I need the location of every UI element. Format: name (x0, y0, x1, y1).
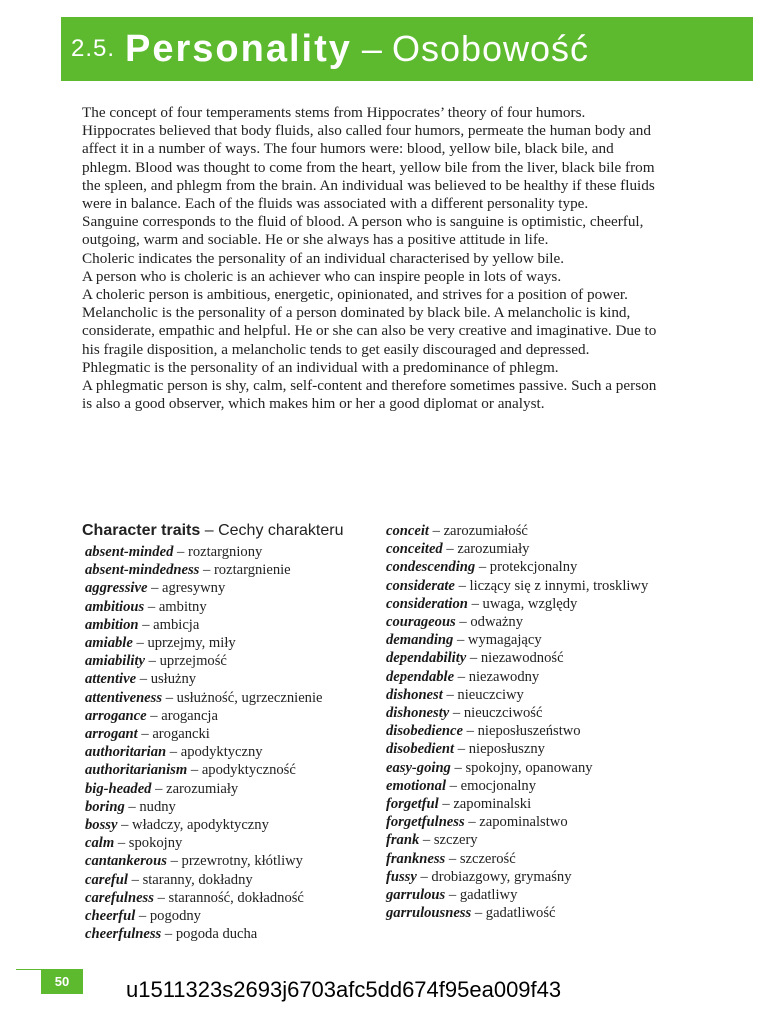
vocab-entry (82, 616, 377, 634)
vocab-translation: arogancki (152, 726, 210, 743)
vocab-dash: – (150, 707, 158, 724)
vocab-dash: – (164, 926, 173, 943)
vocab-term: considerate (386, 577, 455, 594)
vocab-term: forgetfulness (386, 814, 465, 831)
vocab-term: cheerful (85, 908, 136, 925)
vocab-dash: – (448, 887, 457, 904)
vocab-translation: zapominalski (453, 796, 532, 813)
vocab-dash: – (469, 650, 478, 667)
vocab-term: courageous (386, 614, 456, 631)
vocab-translation: uprzejmość (159, 653, 227, 670)
vocab-entry (386, 759, 661, 777)
vocab-entry (386, 631, 661, 649)
vocab-translation: gadatliwy (459, 887, 518, 904)
vocab-dash: – (458, 577, 466, 594)
vocab-term: authoritarian (85, 744, 167, 761)
vocab-translation: przewrotny, kłótliwy (181, 853, 303, 870)
intro-text (82, 104, 662, 413)
vocab-title (82, 520, 377, 542)
vocab-term: garrulousness (386, 905, 472, 922)
vocab-translation: staranny, dokładny (142, 871, 253, 888)
vocab-entry (386, 522, 661, 540)
vocab-entry (82, 598, 377, 616)
vocab-term: frank (386, 832, 420, 849)
vocab-dash: – (155, 780, 163, 797)
vocab-translation: spokojny, opanowany (465, 759, 593, 776)
vocab-translation: szczerość (459, 850, 516, 867)
vocab-dash: – (471, 595, 479, 612)
vocab-entry (82, 670, 377, 688)
vocab-translation: agresywny (162, 580, 226, 597)
vocab-entry (82, 652, 377, 670)
intro-paragraph: Phlegmatic is the personality of an individual with a predominance of phlegm. (82, 358, 559, 376)
vocab-dash: – (452, 705, 461, 722)
vocab-term: dishonesty (386, 705, 450, 722)
vocab-translation: roztargnienie (213, 562, 291, 579)
vocab-entry (82, 889, 377, 907)
vocab-entry (386, 831, 661, 849)
vocab-term: attentiveness (85, 689, 163, 706)
vocab-translation: zarozumiałość (443, 523, 528, 539)
vocab-translation: usłużny (150, 671, 197, 688)
vocab-entry (82, 561, 377, 579)
vocab-dash: – (117, 835, 126, 852)
vocab-dash: – (478, 559, 487, 576)
section-header (61, 17, 753, 81)
vocab-dash: – (457, 741, 466, 758)
vocab-term: condescending (386, 559, 476, 576)
vocab-translation: zarozumiały (166, 780, 239, 797)
vocab-dash: – (170, 853, 178, 870)
vocab-translation: protekcjonalny (489, 559, 578, 576)
vocab-dash: – (442, 796, 450, 813)
vocab-translation: szczery (433, 832, 478, 849)
vocab-dash: – (202, 562, 211, 579)
vocab-dash: – (139, 671, 148, 688)
vocab-term: conceit (386, 523, 429, 539)
vocab-translation: liczący się z innymi, troskliwy (469, 577, 649, 594)
vocab-term: boring (85, 798, 125, 815)
vocab-term: absent-minded (85, 544, 174, 560)
vocab-term: arrogance (85, 707, 147, 724)
vocab-entry (82, 798, 377, 816)
vocab-translation: zapominalstwo (479, 814, 568, 831)
vocab-entry (82, 834, 377, 852)
section-number: 2.5. (71, 35, 116, 62)
vocab-entry (386, 777, 661, 795)
vocab-translation: uwaga, względy (482, 595, 578, 612)
vocab-translation: nieuczciwość (463, 705, 543, 722)
vocab-entry (386, 795, 661, 813)
intro-paragraph: A person who is choleric is an achiever who can inspire people in lots of ways. (82, 267, 562, 285)
vocab-dash: – (142, 616, 150, 633)
vocab-dash: – (459, 614, 467, 631)
vocab-dash: – (457, 668, 466, 685)
vocab-dash: – (169, 744, 178, 761)
vocab-term: big-headed (85, 780, 152, 797)
vocab-entry (386, 577, 661, 595)
vocab-entry (82, 689, 377, 707)
vocab-entry (82, 852, 377, 870)
vocab-translation: ambitny (158, 598, 207, 615)
vocab-term: dependable (386, 668, 455, 685)
title-separator: – (361, 28, 382, 69)
vocab-column-right (386, 522, 661, 922)
vocab-dash: – (474, 905, 483, 922)
vocab-entry (386, 722, 661, 740)
vocab-translation: apodyktyczność (201, 762, 296, 779)
vocab-translation: nieposłuszeństwo (477, 723, 581, 740)
section-title-en: Personality (125, 27, 352, 70)
vocab-entry (386, 740, 661, 758)
vocab-term: bossy (85, 817, 118, 834)
vocab-translation: niezawodny (468, 668, 540, 685)
vocab-dash: – (456, 632, 465, 649)
vocab-term: careful (85, 871, 128, 888)
vocab-translation: zarozumiały (457, 541, 530, 558)
vocab-title-pl: Cechy charakteru (218, 522, 344, 539)
vocab-dash: – (449, 777, 457, 794)
vocab-translation: gadatliwość (485, 905, 556, 922)
vocab-term: arrogant (85, 726, 138, 743)
vocab-dash: – (165, 689, 173, 706)
vocab-term: absent-mindedness (85, 562, 200, 579)
intro-paragraph: The concept of four temperaments stems from Hippocrates’ theory of four humors. Hippocrates believed that body fluids, also called four humors, permeate the human body and affect it in a number of ways. The four humors were: blood, yellow bile, black bile, and phlegm. Blood was thought to come from the heart, yellow bile from the liver, black bile from the spleen, and phlegm from the brain. An individual was believed to be healthy if these fluids were in balance. Each of the fluids was associated with a different personality type. (82, 104, 655, 213)
page-number: 50 (41, 970, 83, 994)
vocab-entry (82, 725, 377, 743)
vocab-term: disobedience (386, 723, 464, 740)
vocab-entry (82, 579, 377, 597)
vocab-translation: apodyktyczny (180, 744, 263, 761)
vocab-term: cantankerous (85, 853, 167, 870)
intro-paragraph: Choleric indicates the personality of an individual characterised by yellow bile. (82, 249, 565, 267)
vocab-dash: – (147, 598, 156, 615)
vocab-entry (82, 871, 377, 889)
vocab-entry (386, 868, 661, 886)
vocab-entry (386, 613, 661, 631)
vocab-term: disobedient (386, 741, 455, 758)
vocab-entry (386, 649, 661, 667)
vocab-title-separator: – (204, 522, 214, 539)
vocab-dash: – (446, 686, 454, 703)
vocab-dash: – (177, 544, 185, 560)
vocab-term: demanding (386, 632, 454, 649)
vocab-dash: – (468, 814, 476, 831)
vocab-term: ambitious (85, 598, 145, 615)
vocab-term: aggressive (85, 580, 148, 597)
vocab-translation: nudny (139, 798, 176, 815)
vocab-entry (82, 743, 377, 761)
vocab-term: consideration (386, 595, 468, 612)
vocab-entry (386, 686, 661, 704)
vocab-translation: władczy, apodyktyczny (132, 817, 269, 834)
vocab-entry (386, 595, 661, 613)
vocab-term: conceited (386, 541, 443, 558)
vocab-entry (386, 558, 661, 576)
vocab-translation: ambicja (153, 616, 200, 633)
vocab-term: ambition (85, 616, 139, 633)
vocab-dash: – (157, 889, 165, 906)
vocab-entry (82, 707, 377, 725)
section-title-pl: Osobowość (391, 28, 590, 69)
vocab-term: dependability (386, 650, 467, 667)
vocab-dash: – (138, 908, 147, 925)
vocab-entry (82, 543, 377, 561)
vocab-term: amiability (85, 653, 145, 670)
vocab-translation: niezawodność (480, 650, 564, 667)
vocab-list-left (82, 543, 377, 943)
vocab-dash: – (128, 798, 136, 815)
vocab-dash: – (446, 541, 454, 558)
vocab-dash: – (190, 762, 199, 779)
vocab-translation: uprzejmy, miły (147, 635, 236, 652)
vocab-dash: – (420, 868, 428, 885)
vocab-entry (82, 761, 377, 779)
intro-paragraph: Melancholic is the personality of a person dominated by black bile. A melancholic is kind, considerate, empathic and helpful. He or she can also be very creative and imaginative. Due to his fragile disposition, a melancholic tends to get easily discouraged and depressed. (82, 304, 657, 358)
vocab-entry (82, 907, 377, 925)
vocab-translation: nieuczciwy (457, 686, 524, 703)
vocab-dash: – (432, 523, 440, 539)
vocab-entry (386, 813, 661, 831)
vocab-dash: – (131, 871, 139, 888)
vocab-title-en: Character traits (82, 522, 201, 539)
vocab-translation: drobiazgowy, grymaśny (431, 868, 572, 885)
vocab-translation: emocjonalny (460, 777, 536, 794)
intro-paragraph: A phlegmatic person is shy, calm, self-content and therefore sometimes passive. Such a person is also a good observer, which makes him or her a good diplomat or analyst. (82, 377, 657, 413)
vocab-term: amiable (85, 635, 133, 652)
vocab-term: fussy (386, 868, 417, 885)
vocab-term: carefulness (85, 889, 154, 906)
vocab-dash: – (422, 832, 431, 849)
vocab-translation: wymagający (467, 632, 542, 649)
vocab-dash: – (141, 726, 149, 743)
vocab-term: easy-going (386, 759, 451, 776)
vocab-translation: pogodny (149, 908, 201, 925)
vocab-entry (386, 668, 661, 686)
vocab-entry (386, 850, 661, 868)
vocab-entry (386, 540, 661, 558)
vocab-list-right (386, 522, 661, 922)
vocab-translation: spokojny (128, 835, 183, 852)
vocab-translation: pogoda ducha (175, 926, 258, 943)
vocab-term: frankness (386, 850, 446, 867)
vocab-dash: – (136, 635, 144, 652)
vocab-term: authoritarianism (85, 762, 188, 779)
vocab-entry (386, 904, 661, 922)
vocab-translation: roztargniony (187, 544, 263, 560)
vocab-column-left (82, 520, 377, 943)
vocab-translation: arogancja (161, 707, 218, 724)
vocab-dash: – (448, 850, 457, 867)
vocab-translation: nieposłuszny (468, 741, 545, 758)
vocab-entry (82, 816, 377, 834)
vocab-entry (386, 886, 661, 904)
vocab-term: dishonest (386, 686, 443, 703)
vocab-entry (82, 925, 377, 943)
vocab-translation: usłużność, ugrzecznienie (176, 689, 323, 706)
intro-paragraph: A choleric person is ambitious, energetic, opinionated, and strives for a position of power. (82, 286, 628, 304)
vocab-dash: – (121, 817, 129, 834)
vocab-term: forgetful (386, 796, 439, 813)
vocab-term: garrulous (386, 887, 446, 904)
vocab-dash: – (148, 653, 156, 670)
intro-paragraph: Sanguine corresponds to the fluid of blood. A person who is sanguine is optimistic, cheerful, outgoing, warm and sociable. He or she always has a positive attitude in life. (82, 213, 644, 249)
vocab-translation: odważny (470, 614, 524, 631)
vocab-term: emotional (386, 777, 446, 794)
vocab-term: calm (85, 835, 115, 852)
vocab-term: cheerfulness (85, 926, 162, 943)
vocab-entry (386, 704, 661, 722)
vocab-dash: – (466, 723, 474, 740)
vocab-term: attentive (85, 671, 137, 688)
vocab-entry (82, 634, 377, 652)
vocab-entry (82, 780, 377, 798)
vocab-dash: – (151, 580, 159, 597)
vocab-translation: staranność, dokładność (168, 889, 304, 906)
document-id: u1511323s2693j6703afc5dd674f95ea009f43 (126, 977, 562, 1002)
vocab-dash: – (454, 759, 462, 776)
